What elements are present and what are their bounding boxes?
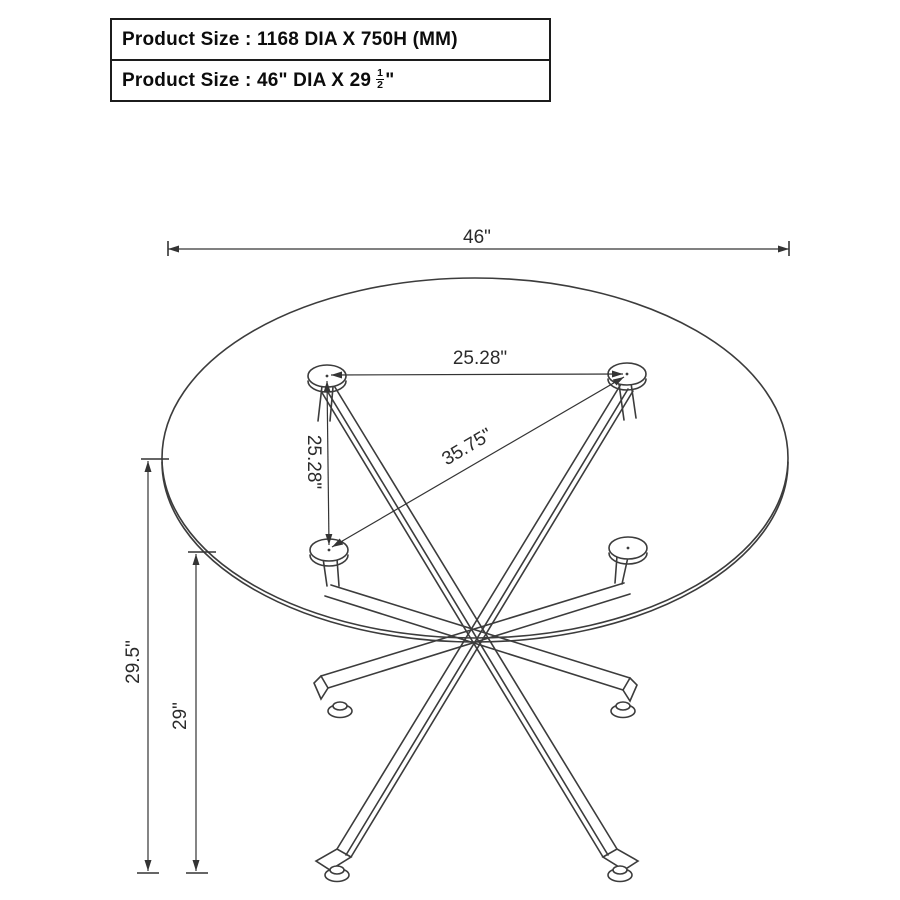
spec-text-imperial: Product Size : 46" DIA X 29 — [122, 69, 372, 91]
dimension-label-pad-diagonal: 35.75" — [438, 424, 496, 471]
dimension-pad-horizontal — [331, 348, 623, 375]
dimension-label-underside-height: 29" — [170, 702, 191, 730]
dimension-label-pad-horizontal: 25.28" — [452, 348, 508, 369]
dimension-pad-diagonal — [332, 377, 624, 547]
spec-fraction-denominator: 2 — [377, 79, 384, 91]
dimension-pad-vertical — [303, 381, 329, 545]
leg-end-cap — [623, 678, 637, 701]
dimension-label-overall-height: 29.5" — [123, 640, 144, 684]
dimension-underside-height — [170, 552, 216, 873]
dimension-overall-height — [123, 459, 169, 873]
dimension-label-top-diameter: 46" — [463, 227, 491, 248]
glide-back-right — [608, 866, 632, 882]
glass-top — [162, 278, 788, 642]
pad-top-right — [608, 363, 646, 390]
dimension-label-pad-vertical: 25.28" — [303, 434, 324, 490]
dimension-top-diameter — [168, 227, 789, 256]
spec-fraction-numerator: 1 — [377, 66, 384, 79]
glide-left — [328, 702, 352, 718]
glide-right — [611, 702, 635, 718]
spec-text-metric: Product Size : 1168 DIA X 750H (MM) — [122, 28, 458, 50]
glass-top-edge — [162, 278, 788, 638]
pad-stubs — [318, 383, 636, 586]
spec-text-imperial-suffix: " — [385, 69, 395, 91]
leg-end-cap — [314, 676, 328, 699]
